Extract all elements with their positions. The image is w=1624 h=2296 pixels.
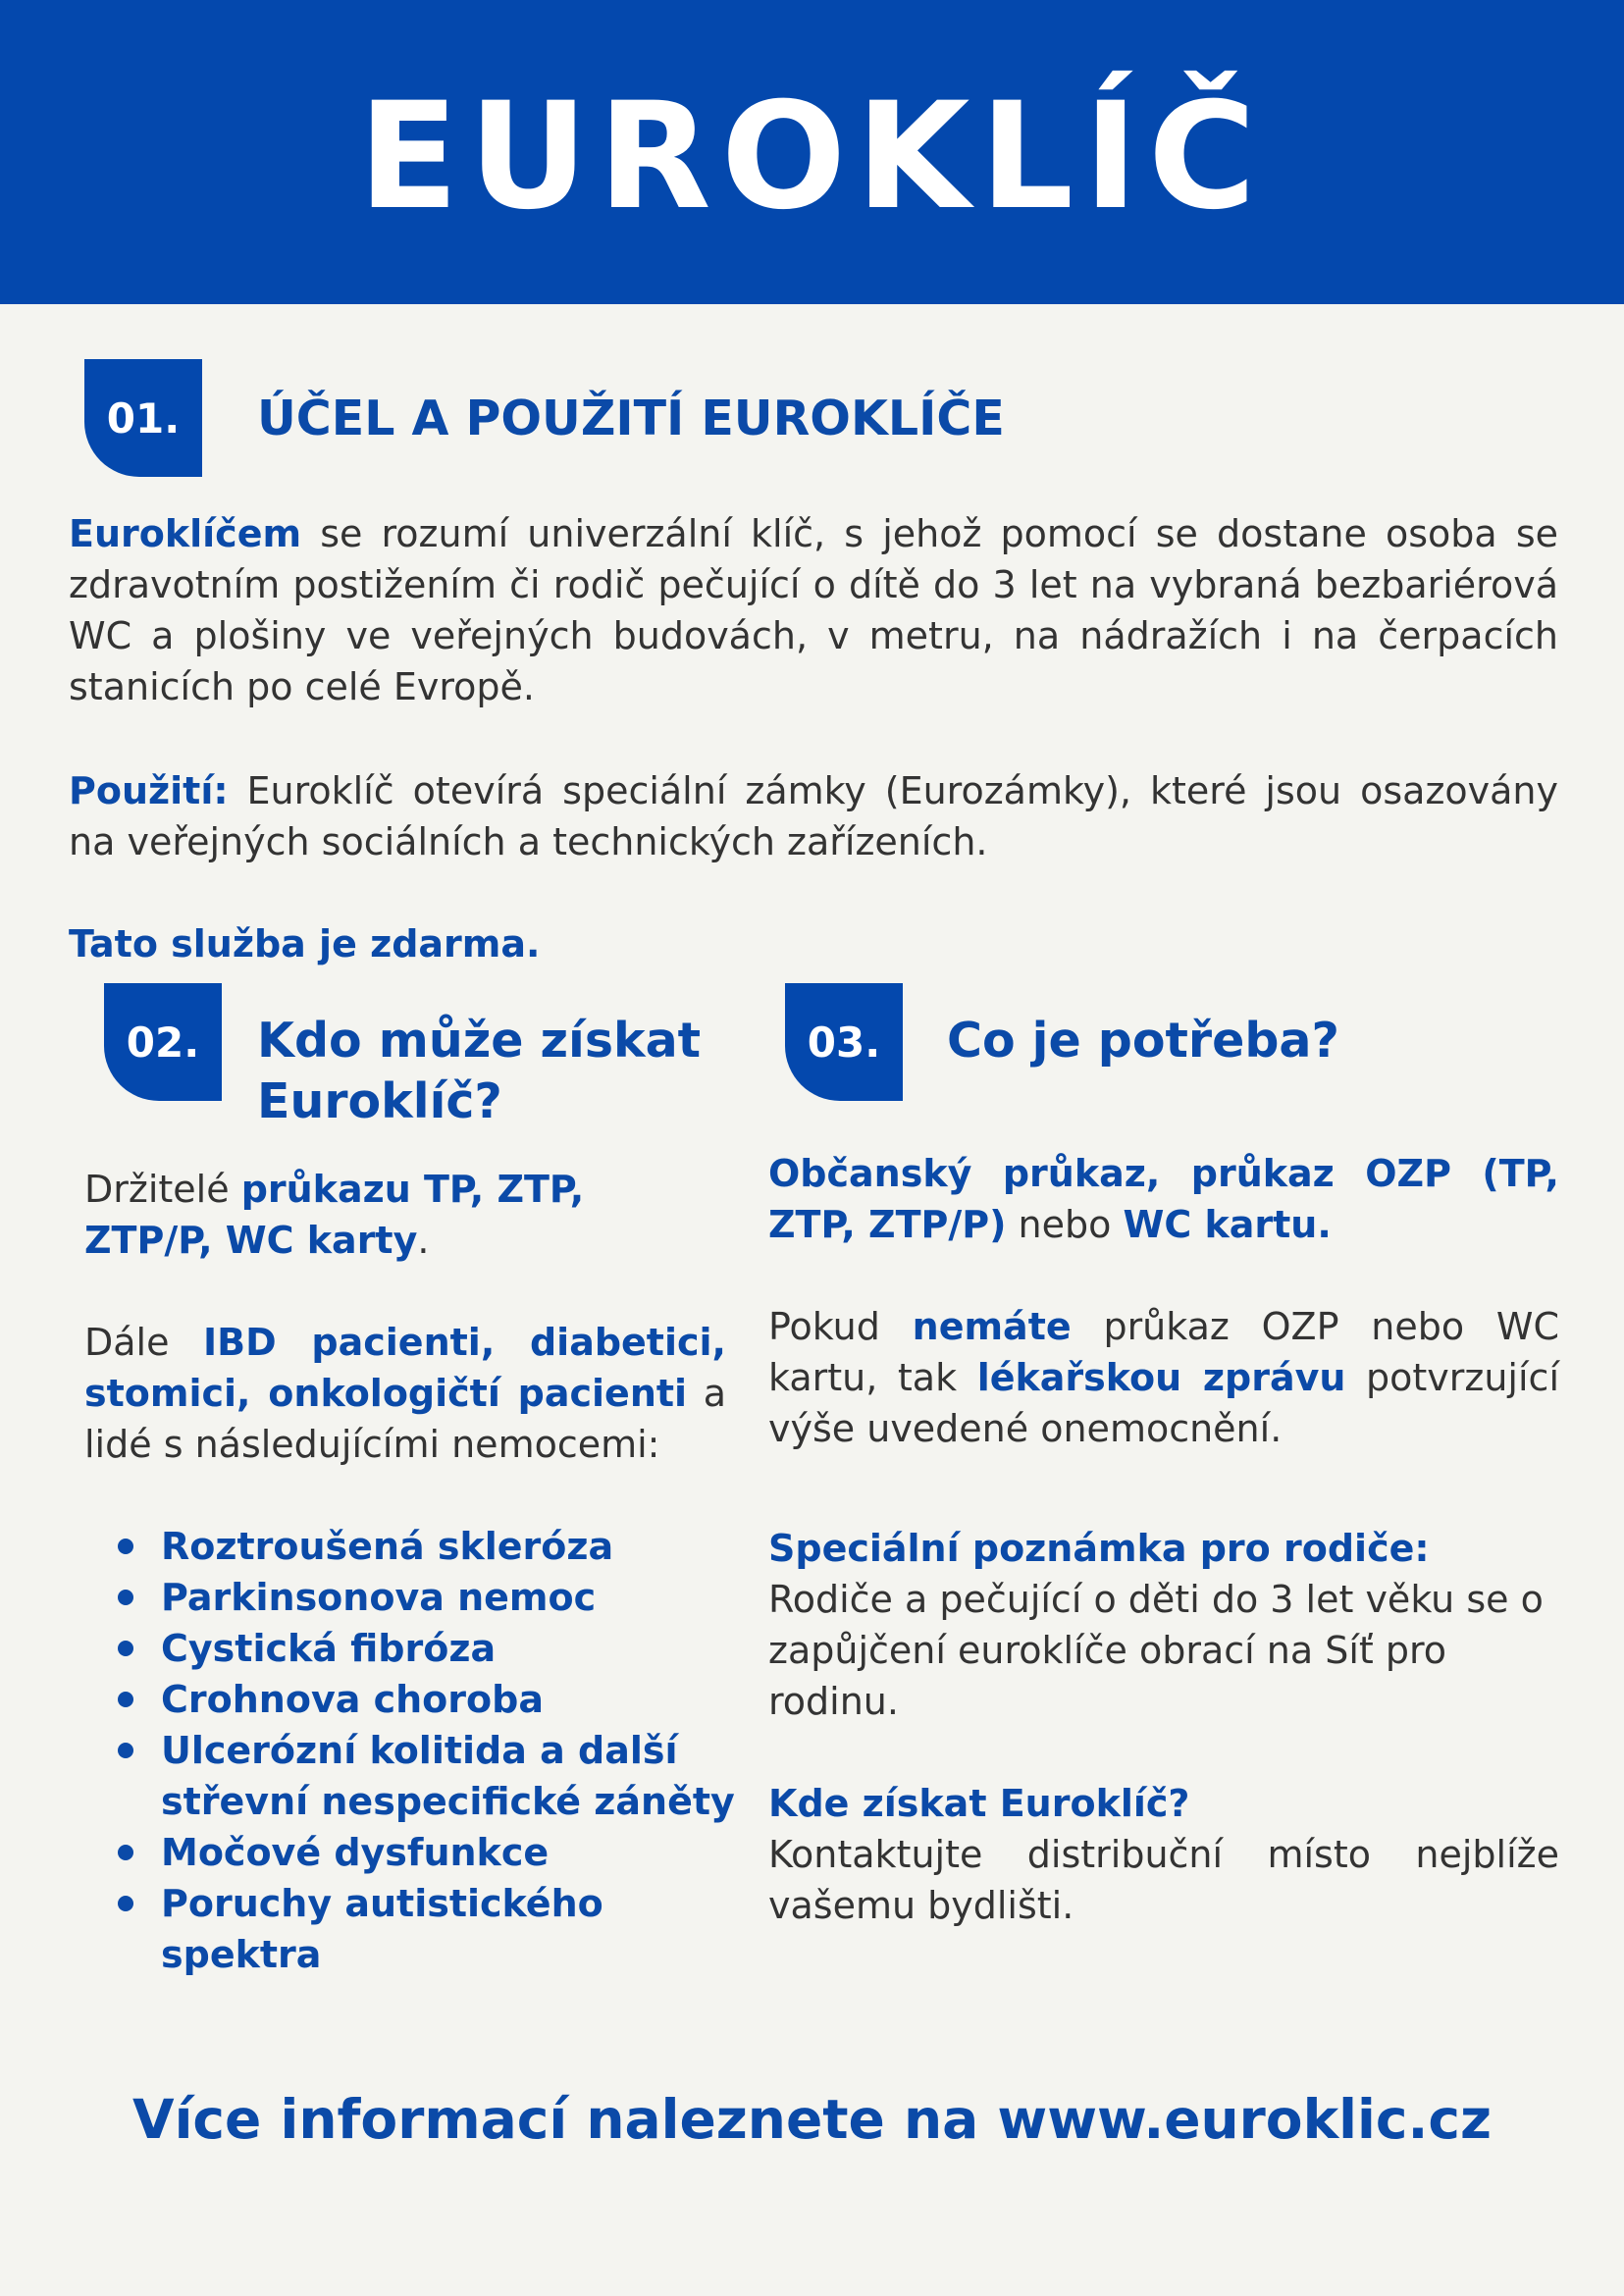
patient-groups: IBD pacienti, diabetici, stomici, onkologičtí pacienti [84,1321,726,1415]
list-item-text: Parkinsonova nemoc [161,1576,597,1619]
wc-card: WC kartu. [1123,1203,1332,1246]
usage-text: Euroklíč otevírá speciální zámky (Eurozámky), které jsou osazovány na veřejných sociálních a technických zařízeních. [69,769,1558,863]
list-item [116,1572,744,1623]
list-item [116,1674,744,1725]
purpose-text: se rozumí univerzální klíč, s jehož pomocí se dostane osoba se zdravotním postižením či rodič pečující o dítě do 3 let na vybraná bezbariérová WC a plošiny ve veřejných budovách, v metru, na nádražích i na čerpacích stanicích po celé Evropě. [69,512,1558,708]
section-number-badge: 03. [785,983,903,1101]
list-item-text: Močové dysfunkce [161,1831,550,1874]
list-item [116,1827,744,1878]
bullet-icon [118,1539,133,1554]
disease-list [116,1521,744,1980]
required-documents [768,1148,1559,1250]
patients-text-end: a lidé s následujícími nemocemi: [84,1372,726,1466]
section-heading-line: Euroklíč? [257,1073,502,1129]
bullet-icon [118,1743,133,1758]
medical-text-end: potvrzující výše uvedené onemocnění. [768,1356,1560,1450]
id-types: Občanský průkaz, průkaz OZP (TP, ZTP, ZTP/P) [768,1152,1559,1246]
no-card-emphasis: nemáte [912,1305,1072,1348]
section-heading: ÚČEL A POUŽITÍ EUROKLÍČE [257,391,1005,446]
list-item-text: Poruchy autistického spektra [161,1882,603,1976]
usage-paragraph [69,765,1558,867]
euroklic-term: Euroklíčem [69,512,302,555]
section-heading [257,1011,701,1132]
header-banner [0,0,1624,304]
free-service-note: Tato služba je zdarma. [69,922,541,965]
medical-text: Pokud [768,1305,913,1348]
page-title: EUROKLÍČ [358,72,1266,242]
medical-report-term: lékařskou zprávu [976,1356,1346,1399]
bullet-icon [118,1896,133,1911]
footer-more-info: Více informací naleznete na www.euroklic.cz [132,2088,1492,2151]
purpose-paragraph [69,508,1558,712]
list-item-text: Ulcerózní kolitida a další střevní nespecifické záněty [161,1729,735,1823]
list-item [116,1623,744,1674]
list-item [116,1521,744,1572]
list-item-text: Cystická fibróza [161,1627,497,1670]
card-types: průkazu TP, ZTP, ZTP/P, WC karty [84,1168,585,1262]
where-text: Kontaktujte distribuční místo nejblíže vašemu bydlišti. [768,1833,1559,1927]
patients-paragraph [84,1317,726,1470]
section-heading-line: Kdo může získat [257,1013,702,1069]
bullet-icon [118,1641,133,1656]
parents-note [768,1523,1559,1727]
patients-text: Dále [84,1321,204,1364]
bullet-icon [118,1590,133,1605]
medical-report-paragraph [768,1301,1559,1454]
holders-text: Držitelé [84,1168,241,1211]
list-item-text: Crohnova choroba [161,1678,544,1721]
holders-text-end: . [417,1219,430,1262]
where-heading: Kde získat Euroklíč? [768,1782,1190,1825]
list-item-text: Roztroušená skleróza [161,1525,614,1568]
parents-note-heading: Speciální poznámka pro rodiče: [768,1527,1430,1570]
bullet-icon [118,1845,133,1860]
usage-label: Použití: [69,769,229,812]
list-item [116,1878,744,1980]
holders-paragraph [84,1164,654,1266]
section-number-badge: 01. [84,359,202,477]
section-heading: Co je potřeba? [947,1013,1339,1069]
required-text: nebo [1006,1203,1124,1246]
medical-text: průkaz OZP nebo WC kartu, tak [768,1305,1559,1399]
where-to-get [768,1778,1559,1931]
section-number-badge: 02. [104,983,222,1101]
parents-note-text: Rodiče a pečující o děti do 3 let věku se o zapůjčení euroklíče obrací na Síť pro rodinu. [768,1578,1544,1723]
bullet-icon [118,1692,133,1707]
list-item [116,1725,744,1827]
